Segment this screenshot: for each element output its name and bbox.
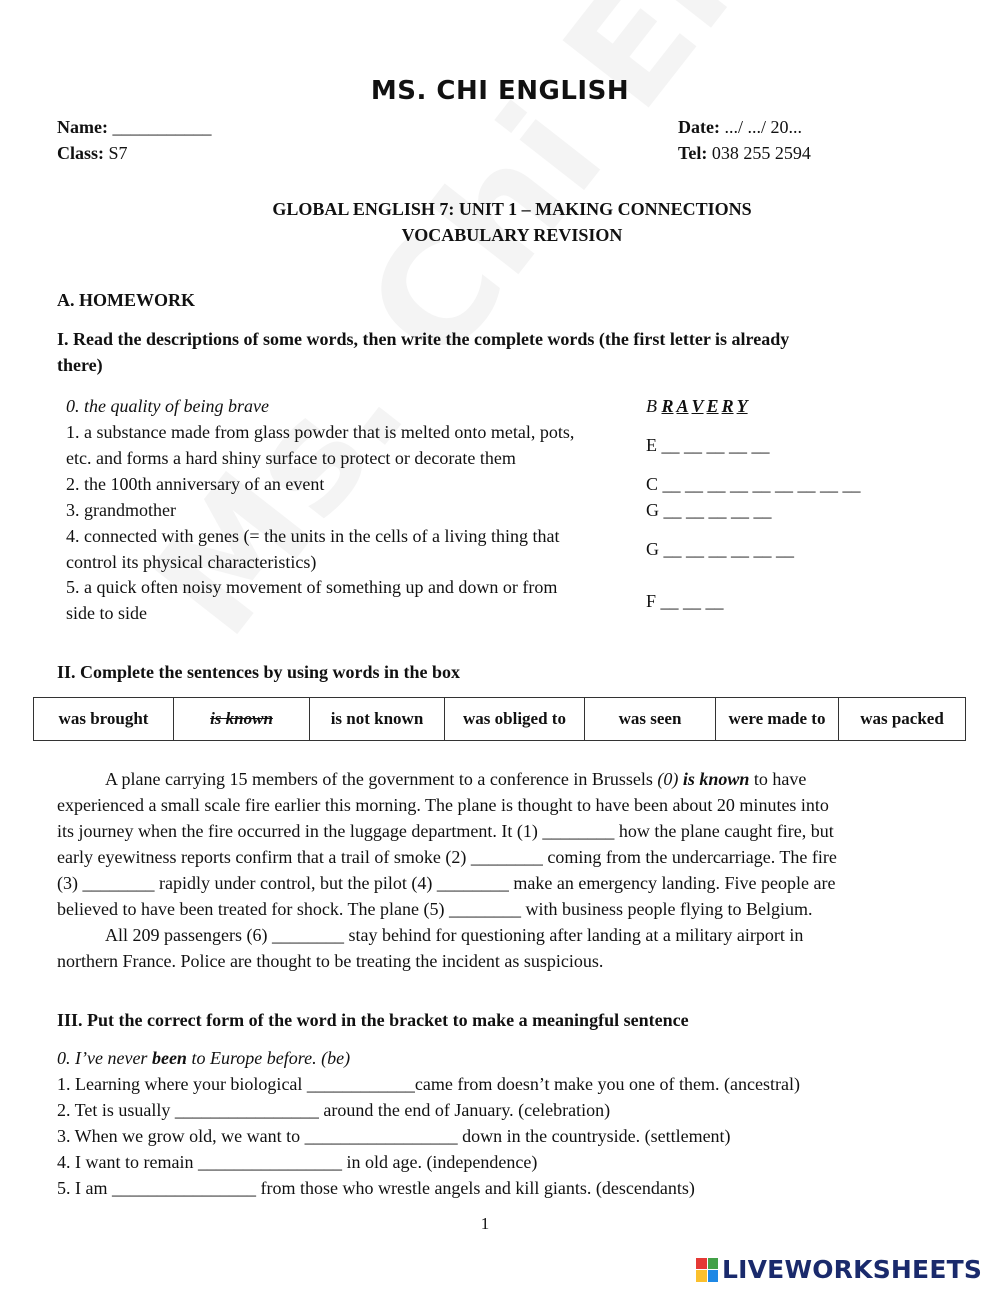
word-box-cell: is not known bbox=[310, 698, 445, 741]
example-letter: A bbox=[676, 396, 689, 416]
doc-title-line2: VOCABULARY REVISION bbox=[401, 225, 623, 245]
text-span: A plane carrying 15 members of the government to a conference in Brussels bbox=[105, 769, 653, 789]
part1-item-2: 2. the 100th anniversary of an event bbox=[66, 474, 325, 494]
word-box-cell-used: is known bbox=[174, 698, 310, 741]
name-value: ___________ bbox=[112, 117, 212, 137]
part1-item-5-line1: 5. a quick often noisy movement of something up and down or from bbox=[66, 577, 558, 597]
example-letter: R bbox=[661, 396, 674, 416]
part3-item-1: 1. Learning where your biological ____________came from doesn’t make you one of them. (ancestral) bbox=[57, 1074, 800, 1094]
part1-heading-line2: there) bbox=[57, 355, 103, 375]
word-box-cell: were made to bbox=[716, 698, 839, 741]
part3-item-2: 2. Tet is usually ________________ around the end of January. (celebration) bbox=[57, 1100, 611, 1120]
class-row bbox=[57, 140, 128, 166]
part3-example bbox=[57, 1045, 350, 1071]
part3-item-3: 3. When we grow old, we want to _________________ down in the countryside. (settlement) bbox=[57, 1126, 731, 1146]
date-row bbox=[678, 114, 802, 140]
word-box-cell: was brought bbox=[34, 698, 174, 741]
liveworksheets-logo-text: LIVEWORKSHEETS bbox=[722, 1255, 983, 1284]
text-span: to Europe before. (be) bbox=[191, 1048, 351, 1068]
text-span: 0. I’ve never bbox=[57, 1048, 148, 1068]
paragraph-line: (3) ________ rapidly under control, but the pilot (4) ________ make an emergency landing. Five people are bbox=[57, 873, 836, 893]
word-box bbox=[33, 697, 966, 741]
class-label: Class: bbox=[57, 143, 105, 163]
part1-answer-4[interactable]: G __ __ __ __ __ __ bbox=[646, 539, 794, 559]
part3-item-4: 4. I want to remain ________________ in old age. (independence) bbox=[57, 1152, 538, 1172]
part2-heading: II. Complete the sentences by using words in the box bbox=[57, 662, 461, 682]
name-row bbox=[57, 114, 211, 140]
tel-label: Tel: bbox=[678, 143, 708, 163]
example-letter: Y bbox=[736, 396, 748, 416]
page-number: 1 bbox=[480, 1214, 490, 1233]
liveworksheets-logo[interactable] bbox=[696, 1255, 982, 1284]
part1-item-3: 3. grandmother bbox=[66, 500, 176, 520]
example-letter: E bbox=[706, 396, 719, 416]
part1-answer-5[interactable]: F __ __ __ bbox=[646, 591, 724, 611]
part1-answer-3[interactable]: G __ __ __ __ __ bbox=[646, 500, 772, 520]
tel-row bbox=[678, 140, 811, 166]
part3-item-5: 5. I am ________________ from those who wrestle angels and kill giants. (descendants) bbox=[57, 1178, 695, 1198]
tel-value: 038 255 2594 bbox=[711, 143, 811, 163]
date-label: Date: bbox=[678, 117, 720, 137]
part1-item-1-line2: etc. and forms a hard shiny surface to protect or decorate them bbox=[66, 448, 516, 468]
part1-item-5-line2: side to side bbox=[66, 603, 147, 623]
example-number: (0) bbox=[657, 769, 679, 789]
paragraph-line: its journey when the fire occurred in the luggage department. It (1) ________ how the plane caught fire, but bbox=[57, 821, 834, 841]
example-answer-letters bbox=[662, 396, 751, 416]
part1-example-answer bbox=[646, 393, 751, 419]
paragraph-line: early eyewitness reports confirm that a trail of smoke (2) ________ coming from the undercarriage. The fire bbox=[57, 847, 837, 867]
example-letter: V bbox=[691, 396, 704, 416]
paragraph-line: experienced a small scale fire earlier this morning. The plane is thought to have been about 20 minutes into bbox=[57, 795, 829, 815]
paragraph-line: All 209 passengers (6) ________ stay behind for questioning after landing at a military airport in bbox=[105, 925, 804, 945]
part1-item-1-line1: 1. a substance made from glass powder that is melted onto metal, pots, bbox=[66, 422, 575, 442]
doc-title-line1: GLOBAL ENGLISH 7: UNIT 1 – MAKING CONNECTIONS bbox=[272, 199, 752, 219]
example-answer: is known bbox=[682, 769, 750, 789]
part1-example: 0. the quality of being brave bbox=[66, 396, 269, 416]
word-box-cell: was seen bbox=[585, 698, 716, 741]
paragraph-line bbox=[57, 766, 917, 792]
part1-heading-line1: I. Read the descriptions of some words, then write the complete words (the first letter is already bbox=[57, 329, 790, 349]
part2-paragraph-1 bbox=[57, 766, 917, 974]
paragraph-line: believed to have been treated for shock. The plane (5) ________ with business people flying to Belgium. bbox=[57, 899, 813, 919]
class-value: S7 bbox=[108, 143, 128, 163]
example-first-letter: B bbox=[646, 396, 657, 416]
part1-answer-2[interactable]: C __ __ __ __ __ __ __ __ __ bbox=[646, 474, 861, 494]
liveworksheets-logo-icon bbox=[696, 1258, 718, 1282]
date-value: .../ .../ 20... bbox=[724, 117, 802, 137]
example-answer: been bbox=[151, 1048, 187, 1068]
section-a-heading: A. HOMEWORK bbox=[57, 290, 195, 310]
word-box-cell: was packed bbox=[839, 698, 966, 741]
part1-item-4-line1: 4. connected with genes (= the units in the cells of a living thing that bbox=[66, 526, 560, 546]
word-box-cell: was obliged to bbox=[445, 698, 585, 741]
part3-heading: III. Put the correct form of the word in the bracket to make a meaningful sentence bbox=[57, 1010, 689, 1030]
part1-item-4-line2: control its physical characteristics) bbox=[66, 552, 317, 572]
part1-answer-1[interactable]: E __ __ __ __ __ bbox=[646, 435, 770, 455]
text-span: to have bbox=[753, 769, 807, 789]
paragraph-line: northern France. Police are thought to be treating the incident as suspicious. bbox=[57, 951, 604, 971]
name-label: Name: bbox=[57, 117, 108, 137]
page-title: MS. CHI ENGLISH bbox=[370, 76, 630, 106]
example-letter: R bbox=[721, 396, 734, 416]
